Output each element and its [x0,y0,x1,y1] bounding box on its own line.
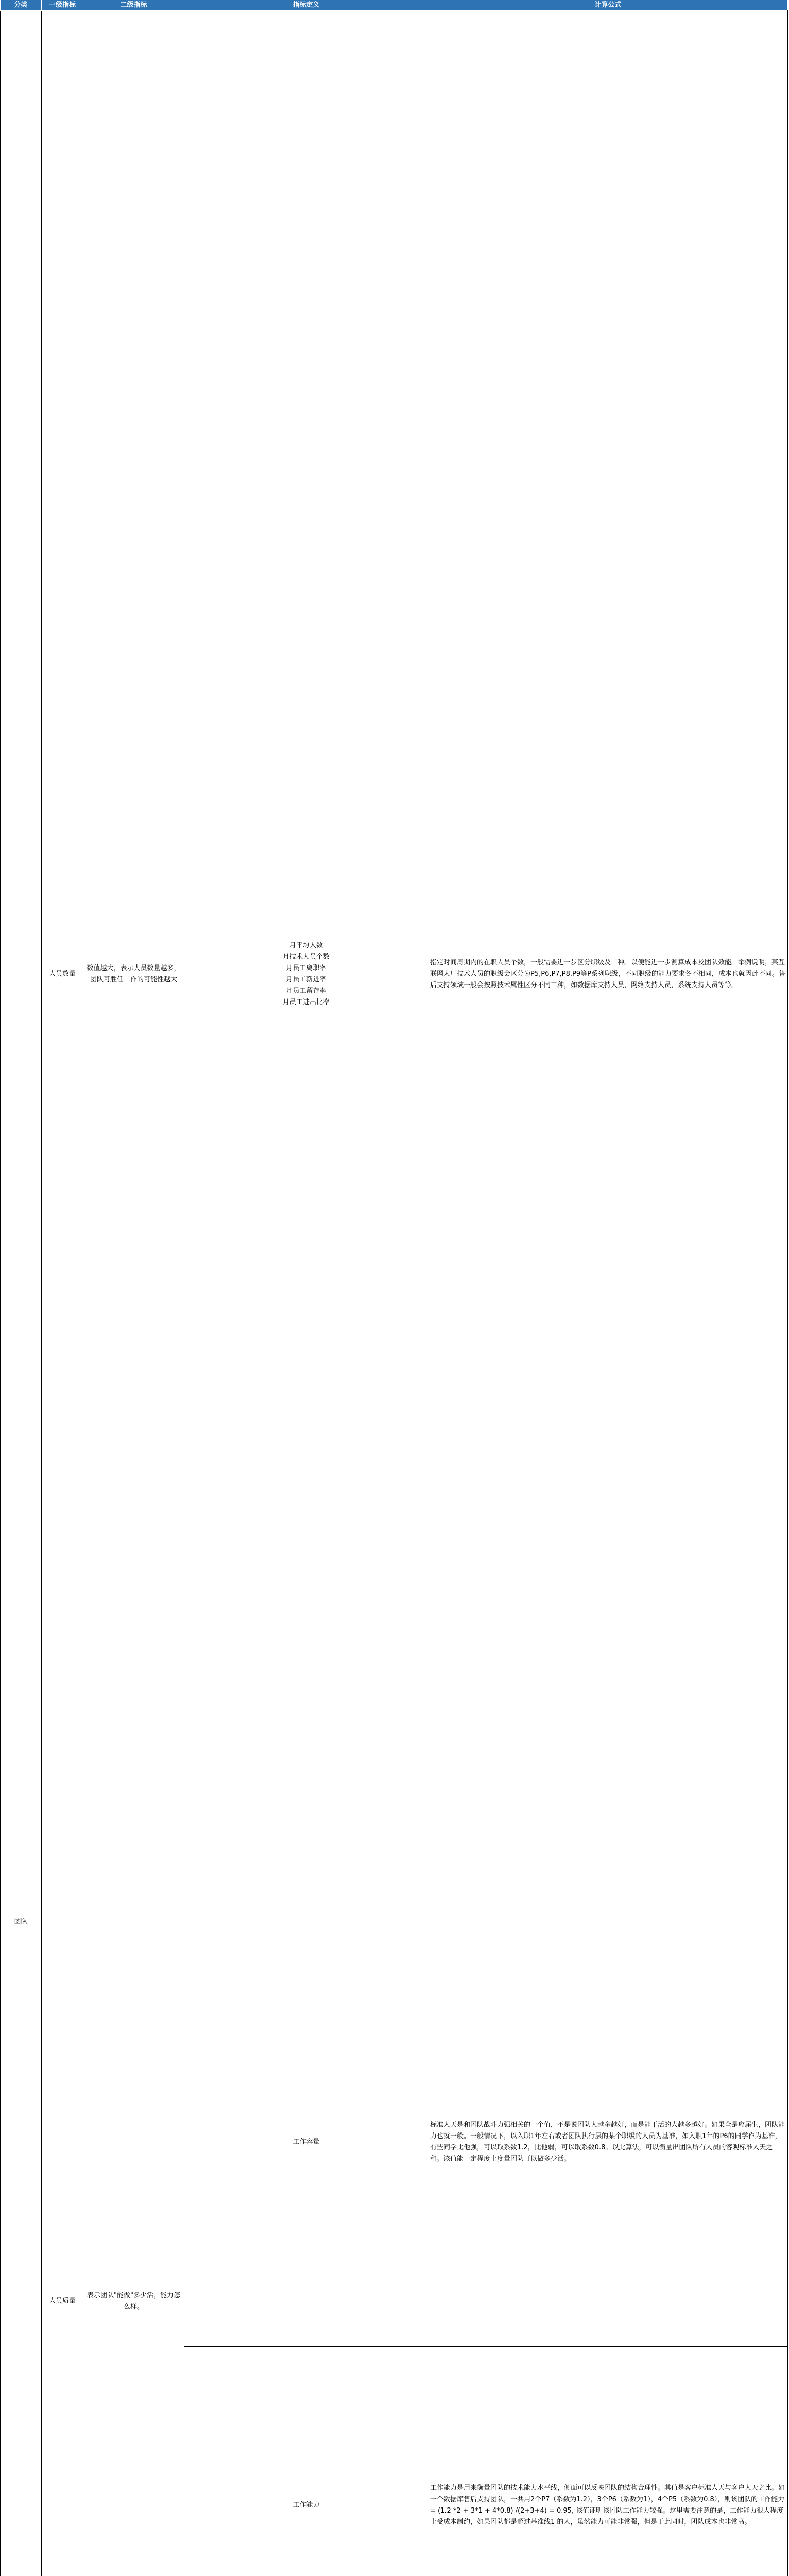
primary-desc-cell[interactable]: 数值越大，表示人员数量越多，团队可胜任工作的可能性越大 [83,11,184,1938]
definition-cell[interactable] [428,1938,788,2347]
table-row [1,11,788,1938]
secondary-metric-item: 月员工新进率 [186,974,426,986]
secondary-metric-cell[interactable] [184,11,428,1938]
header-formula[interactable]: 计算公式 [428,0,788,11]
primary-desc-cell[interactable]: 表示团队"能做"多少活，能力怎么样。 [83,1938,184,2576]
definition-text: 标准人天是和团队战斗力强相关的一个值，不是说团队人越多越好，而是能干活的人越多越好。如果全是应届生，团队能力也就一般。一般情况下，以入职1年左右或者团队执行层的某个职级的人员为基准，如入职1年的P6的同学作为基准，有些同学比他强，可以取系数1.2，比他弱，可以取系数0.8。以此算法，可以衡量出团队所有人员的客观标准人天之和。该值能一定程度上度量团队可以做多少活。 [430,2120,786,2165]
header-primary-metric[interactable]: 一级指标 [42,0,83,11]
primary-metric-cell[interactable]: 人员数量 [42,11,83,1938]
definition-text: 工作能力是用来衡量团队的技术能力水平线，侧面可以反映团队的结构合理性。其值是客户标准人天与客户人天之比。如一个数据库售后支持团队，一共用2个P7（系数为1.2），3个P6（系数为1），4个P5（系数为0.8），则该团队的工作能力 = (1.2 *2 + 3*1 + 4*0.8) /(2+3+4) = 0.95, 该值证明该团队工作能力较强。这里需要注意的是，工作能力很大程度上受成本制约，如果团队都是超过基准线1 的人，虽然能力可能非常强，但是于此同时，团队成本也非常高。 [430,2483,786,2528]
definition-cell[interactable] [428,2347,788,2576]
secondary-metric-item: 月员工进出比率 [186,997,426,1008]
definition-cell[interactable] [428,11,788,1938]
table-row [1,1938,788,2347]
header-secondary-metric[interactable]: 二级指标 [83,0,184,11]
definition-text: 指定时间周期内的在职人员个数，一般需要进一步区分职级及工种。以便能进一步测算成本及团队效能。举例说明，某互联网大厂技术人员的职级会区分为P5,P6,P7,P8,P9等P系列职级，不同职级的能力要求各不相同，成本也就因此不同。售后支持领域一般会按照技术属性区分不同工种，如数据库支持人员，网络支持人员，系统支持人员等等。 [430,957,786,991]
primary-metric-cell[interactable]: 人员质量 [42,1938,83,2576]
secondary-metric-item: 月技术人员个数 [186,952,426,963]
secondary-metric-cell[interactable]: 工作能力 [184,2347,428,2576]
header-row [1,0,788,11]
secondary-metric-item: 月员工离职率 [186,963,426,974]
secondary-metric-item: 月平均人数 [186,940,426,952]
header-definition[interactable]: 指标定义 [184,0,428,11]
category-cell[interactable]: 团队 [1,11,42,2576]
secondary-metric-cell[interactable]: 工作容量 [184,1938,428,2347]
header-category[interactable]: 分类 [1,0,42,11]
secondary-metric-item: 月员工留存率 [186,986,426,997]
